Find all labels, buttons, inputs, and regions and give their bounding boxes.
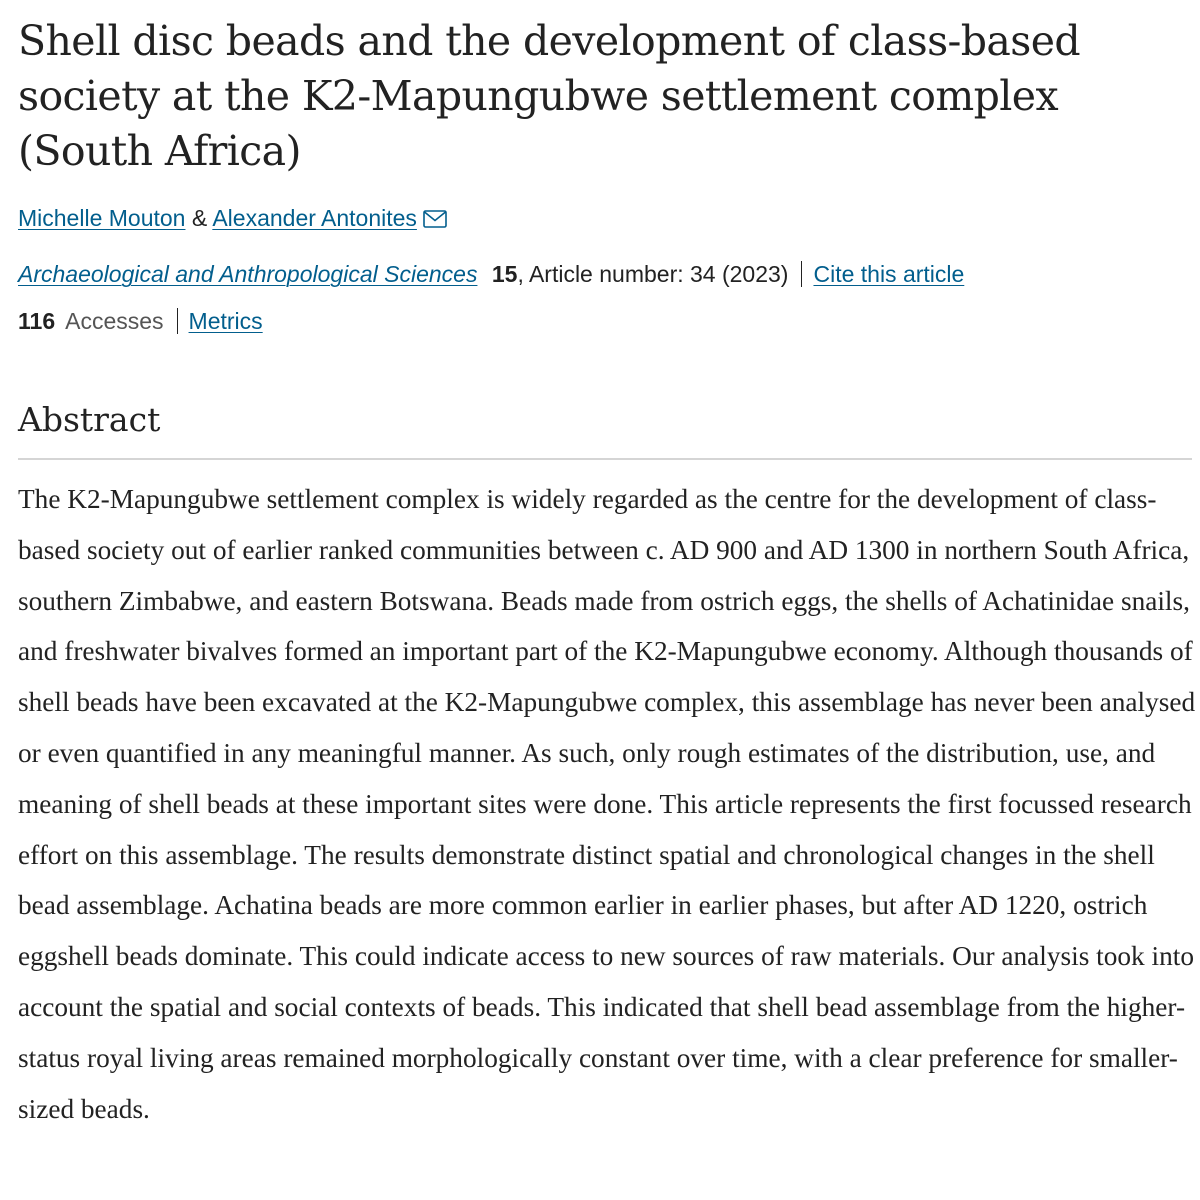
abstract-heading: Abstract bbox=[18, 400, 161, 439]
author-list bbox=[18, 203, 1200, 235]
author-link-michelle-mouton[interactable]: Michelle Mouton bbox=[18, 205, 186, 231]
publication-info bbox=[18, 259, 1200, 289]
section-divider bbox=[18, 458, 1192, 460]
cite-article-link[interactable]: Cite this article bbox=[813, 261, 965, 287]
accesses-label: Accesses bbox=[65, 308, 164, 334]
divider bbox=[801, 261, 802, 287]
article-number: , Article number: 34 (2023) bbox=[517, 261, 789, 287]
abstract-paragraph: The K2-Mapungubwe settlement complex is widely regarded as the centre for the development of class-based society out of earlier ranked communities between c. AD 900 and AD 1300 in northern South Africa, southern Zimbabwe, and eastern Botswana. Beads made from ostrich eggs, the shells of Achatinidae snails, and freshwater bivalves formed an important part of the K2-Mapungubwe economy. Although thousands of shell beads have been excavated at the K2-Mapungubwe complex, this assemblage has never been analysed or even quantified in any meaningful manner. As such, only rough estimates of the distribution, use, and meaning of shell beads at these important sites were done. This article represents the first focussed research effort on this assemblage. The results demonstrate distinct spatial and chronological changes in the shell bead assemblage. Achatina beads are more common earlier in earlier phases, but after AD 1220, ostrich eggshell beads dominate. This could indicate access to new sources of raw materials. Our analysis took into account the spatial and social contexts of beads. This indicated that shell bead assemblage from the higher-status royal living areas remained morphologically constant over time, with a clear preference for smaller-sized beads. bbox=[18, 484, 1196, 1124]
article-title: Shell disc beads and the development of class-based society at the K2-Mapungubwe settlement complex (South Africa) bbox=[18, 17, 1081, 175]
divider bbox=[177, 308, 178, 334]
author-link-alexander-antonites[interactable]: Alexander Antonites bbox=[212, 205, 417, 231]
article-metrics bbox=[18, 306, 1200, 336]
journal-link[interactable] bbox=[18, 261, 477, 287]
metrics-link[interactable]: Metrics bbox=[188, 308, 263, 334]
envelope-icon[interactable] bbox=[423, 205, 447, 235]
accesses-count: 116 bbox=[18, 308, 56, 334]
volume-number: 15 bbox=[491, 261, 518, 287]
author-separator: & bbox=[185, 205, 213, 231]
journal-name: Archaeological and Anthropological Sciences bbox=[18, 261, 478, 287]
